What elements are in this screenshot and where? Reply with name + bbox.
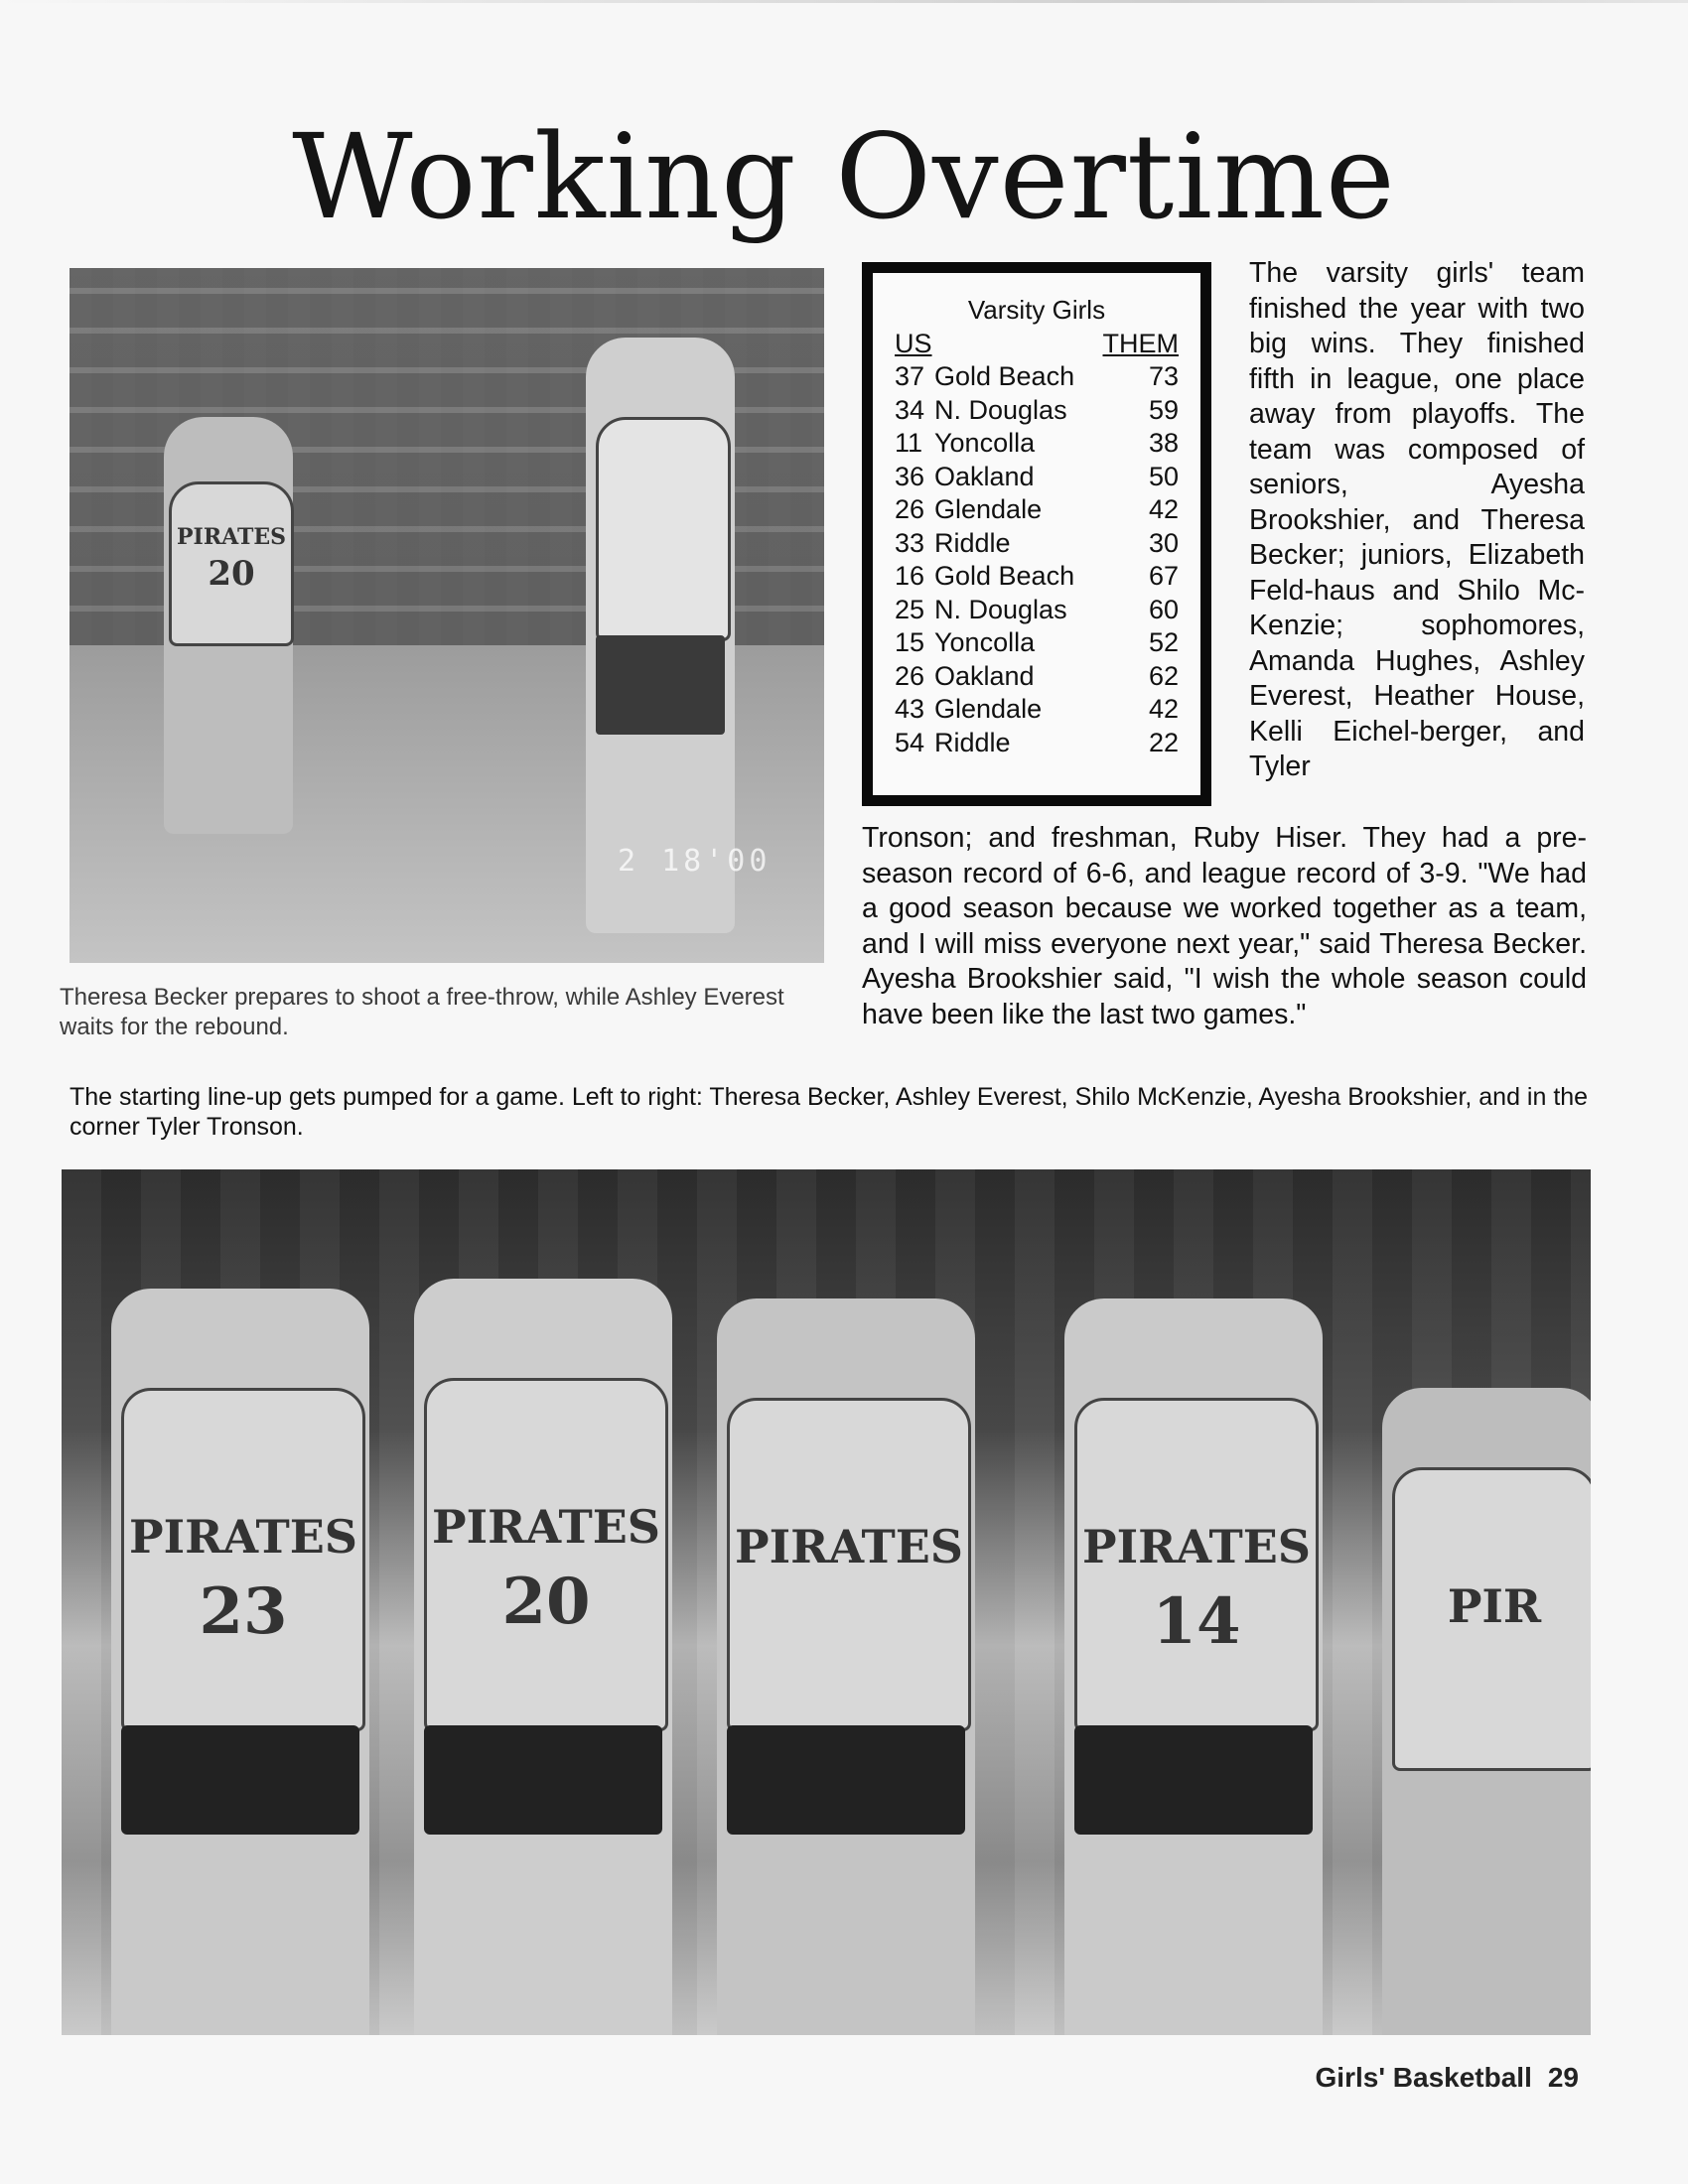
them-score: 42: [1148, 694, 1179, 724]
us-score: 54: [895, 727, 925, 757]
us-score: 15: [895, 627, 925, 657]
them-score: 30: [1148, 527, 1179, 558]
score-row: [895, 693, 1179, 727]
score-row: [895, 360, 1179, 394]
them-score: 67: [1148, 561, 1179, 591]
them-score: 38: [1148, 428, 1179, 458]
jersey-text: PIRATES: [128, 1510, 358, 1564]
them-header: THEM: [1102, 329, 1179, 358]
them-score: 22: [1148, 727, 1179, 757]
player-shorts: [121, 1725, 359, 1835]
us-score: 33: [895, 527, 925, 558]
jersey-number: 23: [199, 1574, 288, 1649]
article-wide-text: Tronson; and freshman, Ruby Hiser. They had a pre-season record of 6-6, and league record of 3-9. "We had a good season because we worked together as a team, and I will miss everyone next year," said Theresa Becker. Ayesha Brookshier said, "I wish the whole season could have been like the last two games.": [862, 822, 1587, 1030]
us-score: 34: [895, 394, 925, 425]
score-row: [895, 394, 1179, 428]
page-number: 29: [1547, 2062, 1579, 2093]
free-throw-photo: [70, 268, 824, 963]
us-header: US: [895, 329, 932, 358]
score-row: [895, 594, 1179, 627]
jersey-text: PIRATES: [431, 1500, 661, 1554]
article-column-text: The varsity girls' team finished the year with two big wins. They finished fifth in league, one place away from playoffs. The team was composed of seniors, Ayesha Brookshier, and Theresa Becker; juniors, Elizabeth Feld-haus and Shilo Mc-Kenzie; sophomores, Amanda Hughes, Ashley Everest, Heather House, Kelli Eichel-berger, and Tyler: [1249, 257, 1585, 782]
them-score: 52: [1148, 627, 1179, 657]
score-row: [895, 626, 1179, 660]
free-throw-caption: Theresa Becker prepares to shoot a free-throw, while Ashley Everest waits for the rebound.: [60, 984, 784, 1040]
scoreboard: [862, 262, 1211, 806]
us-score: 26: [895, 494, 925, 524]
opponent: Yoncolla: [934, 627, 1036, 657]
scoreboard-title: Varsity Girls: [967, 295, 1106, 325]
jersey-text: PIRATES: [734, 1520, 964, 1573]
lineup-caption: The starting line-up gets pumped for a game. Left to right: Theresa Becker, Ashley Everest, Shilo McKenzie, Ayesha Brookshier, and in the corner Tyler Tronson.: [70, 1083, 1589, 1141]
player-shorts: [596, 635, 725, 735]
them-score: 60: [1148, 594, 1179, 624]
us-score: 25: [895, 594, 925, 624]
score-row: [895, 427, 1179, 461]
us-score: 43: [895, 694, 925, 724]
jersey-number: 14: [1152, 1584, 1241, 1659]
player-jersey: [596, 417, 731, 641]
us-score: 16: [895, 561, 925, 591]
scoreboard-inner: [870, 270, 1203, 798]
player-jersey: [1392, 1467, 1591, 1771]
opponent: Yoncolla: [934, 428, 1036, 458]
page-title: Working Overtime: [292, 108, 1396, 245]
score-row: [895, 527, 1179, 561]
score-row: [895, 560, 1179, 594]
them-score: 42: [1148, 494, 1179, 524]
date-stamp: 2 18'00: [618, 844, 772, 879]
us-score: 26: [895, 660, 925, 691]
score-row: [895, 493, 1179, 527]
them-score: 50: [1148, 461, 1179, 491]
us-score: 37: [895, 361, 925, 391]
player-jersey: [727, 1398, 971, 1731]
score-row: [895, 660, 1179, 694]
scoreboard-rows: [895, 360, 1179, 759]
player-jersey: [424, 1378, 668, 1731]
us-score: 36: [895, 461, 925, 491]
score-row: [895, 727, 1179, 760]
player-jersey: [121, 1388, 365, 1731]
page-footer: [1316, 2062, 1579, 2094]
opponent: N. Douglas: [934, 394, 1067, 425]
opponent: Oakland: [934, 660, 1035, 691]
score-row: [895, 461, 1179, 494]
them-score: 73: [1148, 361, 1179, 391]
us-score: 11: [895, 428, 923, 458]
top-rule: [0, 0, 1688, 3]
jersey-text: PIRATES: [1081, 1520, 1312, 1573]
player-shorts: [727, 1725, 965, 1835]
player-shorts: [1074, 1725, 1313, 1835]
player-shorts: [424, 1725, 662, 1835]
scoreboard-header: [895, 327, 1179, 360]
opponent: N. Douglas: [934, 594, 1067, 624]
opponent: Glendale: [934, 494, 1043, 524]
jersey-text: PIR: [1447, 1579, 1542, 1633]
them-score: 62: [1148, 660, 1179, 691]
opponent: Oakland: [934, 461, 1035, 491]
jersey-text: PIRATES: [176, 524, 286, 550]
opponent: Gold Beach: [934, 561, 1075, 591]
player-jersey: [169, 481, 294, 646]
player-jersey: [1074, 1398, 1319, 1731]
opponent: Gold Beach: [934, 361, 1075, 391]
starting-lineup-photo: [62, 1169, 1591, 2035]
opponent: Riddle: [934, 727, 1011, 757]
jersey-number: 20: [208, 554, 255, 594]
jersey-number: 20: [501, 1565, 591, 1639]
them-score: 59: [1148, 394, 1179, 425]
footer-section: Girls' Basketball: [1315, 2062, 1532, 2093]
opponent: Riddle: [934, 527, 1011, 558]
opponent: Glendale: [934, 694, 1043, 724]
